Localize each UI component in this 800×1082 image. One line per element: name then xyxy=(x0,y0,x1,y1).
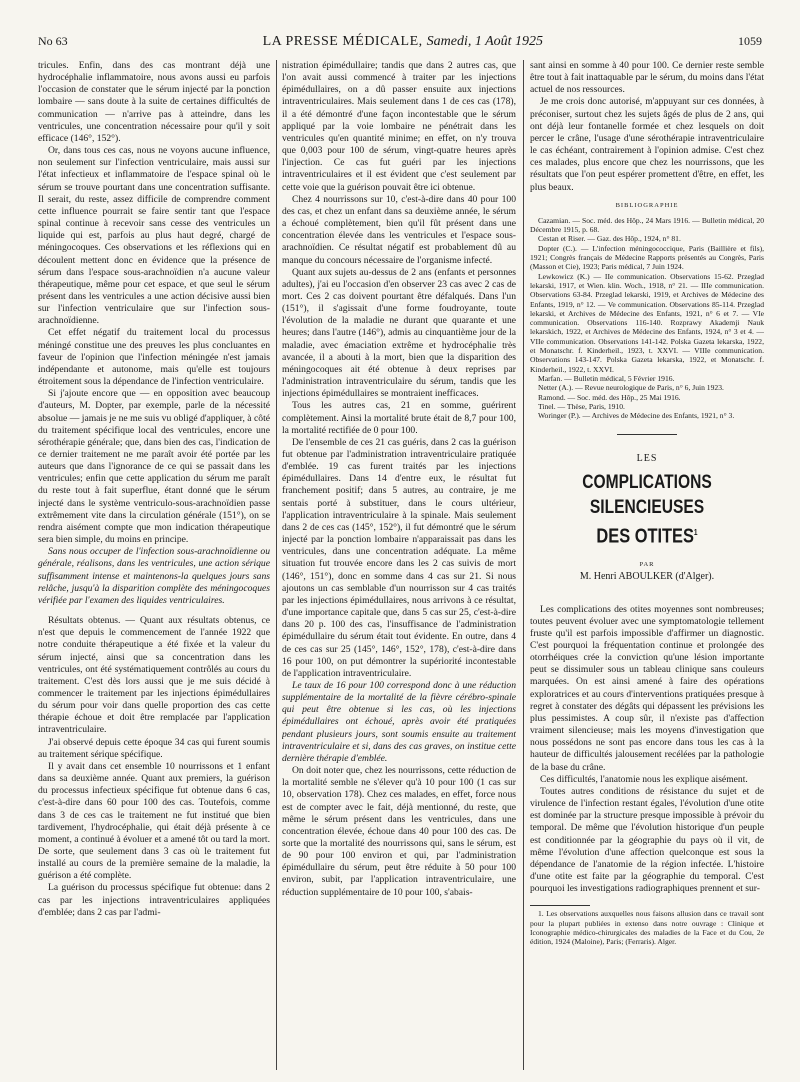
article-title-text: DES OTITES xyxy=(596,525,694,548)
running-title xyxy=(263,34,543,50)
paragraph: Résultats obtenus. — Quant aux résultats obtenus, ce n'est que depuis le commencement de l'année 1922 que notre conduite thérapeutique a été fixée et la valeur du sérum injecté, ainsi que sa concentration dans les ventricules, ont été systématiquement contrôlés au cours du traitement. C'est dès lors aussi que je me suis décidé à commencer le traitement par les injections épimédullaires du sérum pour voir dans quelle proportion des cas cette thérapie échoue et doit être remplacée par l'application intraventriculaire. xyxy=(38,615,270,736)
paragraph: On doit noter que, chez les nourrissons, cette réduction de la mortalité semble ne s'élever qu'à 10 pour 100 (1 cas sur 10, observation 178). Chez ces malades, en effet, force nous est de compter avec le fait, déjà mentionné, du reste, que même le sérum présent dans les ventricules, dans une concentration élevée, échoue dans 40 pour 100 des cas. De sorte que la mortalité des nourrissons qui, sans le sérum, est de 90 pour 100 environ et qui, par l'administration épimédullaire du sérum, peut être réduite à 50 pour 100 environ, subit, par l'application intraventriculaire, une réduction supplémentaire de 10 pour 100, s'abais- xyxy=(282,765,516,898)
paragraph: Toutes autres conditions de résistance du sujet et de virulence de l'infection restant égales, l'évolution d'une otite est dominée par la structure presque impossible à prévoir du temporal. De même que l'évolution historique d'un peuple est conditionnée par la géographie du pays où il vit, de même l'évolution d'une affection quelconque est sous la dépendance de l'anatomie de la région infectée. L'histoire d'une otite est faite par la géographie du temporal. C'est pourquoi les investigations radiographiques prennent et sur- xyxy=(530,785,764,895)
journal-name: LA PRESSE MÉDICALE, xyxy=(262,34,423,49)
footnote: 1. Les observations auxquelles nous faisons allusion dans ce travail sont pour la plupart publiées in extenso dans notre ouvrage : Clinique et Iconographie médico-chirurgicales des maladies de la Face et du Cou, 2e édition, 1924 (Maloine), Paris; (Ferraris). Alger. xyxy=(530,909,764,947)
footnote-rule xyxy=(530,905,590,906)
bibliography-entry: Lewkowicz (K.) — IIe communication. Observations 15-62. Przeglad lekarski, 1917, et Wien. klin. Woch., 1918, n° 21. — IIIe communication. Observations 63-84. Przeglad lekarski, 1919, et Archives de Médecine des Enfants, 1919, n° 12. — Ve communication. Observations 85-114. Przeglad lekarski, et Archives de Médecine des Enfants, 1921, n° 6 et 7. — VIe communication. Observations 116-140. Rozprawy Akademji Nauk lekarskich, 1922, et Archives de Médecine des Enfants, 1924, n° 3 et 4. — VIIe communication. Observations 141-142. Polska Gazeta lekarska, 1922, et Monatschr. f. Kinderheil., 1923, t. XXVI. — VIIIe communication. Observations 143-147. Polska Gazeta lekarska, 1922, et Monatschr. f. Kinderheil., 1922, t. XXVI. xyxy=(530,271,764,374)
bibliography-entry: Ramond. — Soc. méd. des Hôp., 25 Mai 1916. xyxy=(538,392,681,402)
paragraph-emphasis: Le taux de 16 pour 100 correspond donc à une réduction supplémentaire de la mortalité de la fièvre cérébro-spinale qui peut être obtenue si les cas, où les injections épimédullaires ont échoué, après avoir été pratiquées pendant plusieurs jours, sont soumis ensuite au traitement intraventriculaire et si, dans des cas graves, on institue cette dernière thérapie d'emblée. xyxy=(282,679,516,764)
paragraph-emphasis: Sans nous occuper de l'infection sous-arachnoïdienne ou générale, réalisons, dans les ventricules, une action sérique suffisamment intense et maintenons-la quelques jours sans relâche, jusqu'à la disparition complète des méningocoques vérifiée par l'examen des liquides ventriculaires. xyxy=(38,546,270,606)
page-header xyxy=(38,34,762,54)
column-middle xyxy=(282,60,516,1070)
paragraph: Je me crois donc autorisé, m'appuyant sur ces données, à préconiser, surtout chez les sujets âgés de plus de 2 ans, qui ont déjà leur fontanelle formée et chez lesquels on doit percer le crâne, l'usage d'une sérothérapie intraventriculaire le cas échéant, contrairement à l'opinion admise. C'est chez ces malades, plus encore que chez les nourrissons, que les résultats que l'on peut espérer promettent d'être, en effet, les plus beaux. xyxy=(530,96,764,193)
paragraph: J'ai observé depuis cette époque 34 cas qui furent soumis au traitement sérique spécifique. xyxy=(38,736,270,760)
bibliography-heading: BIBLIOGRAPHIE xyxy=(615,201,679,209)
paragraph: Les complications des otites moyennes sont nombreuses; toutes peuvent évoluer avec une symptomatologie tellement fruste qu'il est parfois impossible d'affirmer un diagnostic. C'est pourquoi la fréquentation continue et prolongée des otorrhéiques crée la conviction qu'une lésion importante peut se dissimuler sous un tableau clinique sans couleurs marquées. On est ainsi amené à faire des opérations exploratrices et au cours d'interventions pratiquées presque à regret à constater des dégâts qui dépassent les prévisions les plus pessimistes. A coup sûr, il n'existe pas d'affection vraiment silencieuse; mais les moyens d'investigation que nous possédons ne sont pas encore dans tous les cas à la hauteur de difficultés jalousement recélées par la pathologie de la base du crâne. xyxy=(530,603,764,773)
paragraph: Ces difficultés, l'anatomie nous les explique aisément. xyxy=(540,773,748,785)
paragraph: tricules. Enfin, dans des cas montrant déjà une hydrocéphalie inflammatoire, nous avons aussi eu parfois l'occasion de constater que le sérum injecté par la ponction lombaire — sans doute à la suite de certaines difficultés de communication — n'arrive pas à atteindre, dans les ventricules, une concentration nécessaire pour qu'il y soit efficace (146°, 152°). xyxy=(38,60,270,144)
column-left xyxy=(38,60,270,1070)
column-rule xyxy=(276,60,277,1070)
issue-date: Samedi, 1 Août 1925 xyxy=(426,34,544,49)
bibliography-entry: Dopter (C.). — L'infection méningococcique, Paris (Baillière et fils), 1921; Congrès français de Médecine Rapports présentés au Congrès, Paris (Masson et Cie), 1923; Paris médical, 7 Juin 1924. xyxy=(530,243,764,272)
paragraph: De l'ensemble de ces 21 cas guéris, dans 2 cas la guérison fut obtenue par l'administration intraventriculaire pratiquée d'emblée. 19 cas furent traités par les injections épimédullaires. Dans 14 d'entre eux, le résultat fut franchement positif; dans 5 autres, au contraire, je me sentais porté à substituer, dans le cours ultérieur, l'application intraventriculaire à la spinale. Mais seulement dans 2 de ces cas (145°, 152°), il fut démontré que le sérum injecté par la ponction lombaire n'apparaissait pas dans les ventricules, dans une concentration adéquate. La même situation fut trouvée encore dans les 2 cas suivis de mort (146°, 151°), donc en somme dans 4 cas sur 21. Si nous ajoutons un cas semblable d'un nourrisson sur 4 cas traités par les injections épimédullaires, nous arrivons à ce résultat, d'une importance capitale que, dans 5 cas sur 25, c'est-à-dire dans 20 p. 100 des cas, l'insuffisance de l'administration épimédullaire du sérum était tout évidente. En outre, dans 4 de ces cas sur 25 (145°, 146°, 152°, 178), c'est-à-dire dans 16 pour 100, on put démontrer la supériorité incontestable de l'application intraventriculaire. xyxy=(282,436,516,679)
paragraph: Il y avait dans cet ensemble 10 nourrissons et 1 enfant dans sa deuxième année. Quant aux premiers, la guérison du processus infectieux spécifique fut obtenue dans 6 cas, c'est-à-dire dans 60 pour 100 des cas. Toutefois, comme dans 3 de ces cas le traitement ne fut institué que bien tardivement, l'hydrocéphalie, qui était déjà présente à ce moment, a continué à évoluer et a amené tôt ou tard la mort. De sorte, que seulement dans 3 cas où le traitement fut installé au cours de la première semaine de la maladie, la guérison a été complète. xyxy=(38,760,270,882)
page-number-right: 1059 xyxy=(738,34,762,48)
article-kicker: LES xyxy=(636,453,658,465)
bibliography-entry: Cestan et Riser. — Gaz. des Hôp., 1924, n° 81. xyxy=(538,234,681,244)
column-rule xyxy=(523,60,524,1070)
footnote-mark: 1 xyxy=(693,527,698,537)
paragraph: Tous les autres cas, 21 en somme, guérirent complètement. Ainsi la mortalité brute était de 8,7 pour 100, la mortalité rectifiée de 0 pour 100. xyxy=(282,400,516,436)
bibliography-entry: Tinel. — Thèse, Paris, 1910. xyxy=(538,401,625,411)
bibliography-entry: Cazamian. — Soc. méd. des Hôp., 24 Mars 1916. — Bulletin médical, 20 Décembre 1915, p. 68. xyxy=(530,215,764,235)
article-byline-par: PAR xyxy=(639,561,655,569)
paragraph: Cet effet négatif du traitement local du processus méningé constitue une des preuves les plus concluantes en faveur de l'opinion que l'infection méningée n'est jamais indépendante et autonome, mais qu'elle est toujours étroitement sous la dépendance de l'infection ventriculaire. xyxy=(38,327,270,388)
article-title-line1: COMPLICATIONS SILENCIEUSES xyxy=(582,471,712,518)
bibliography-entry: Woringer (P.). — Archives de Médecine des Enfants, 1921, n° 3. xyxy=(538,411,735,421)
paragraph: Or, dans tous ces cas, nous ne voyons aucune influence, non seulement sur l'infection ventriculaire, mais aussi sur l'état infectieux et inflammatoire de l'espace spinal où le sérum se trouve pourtant dans une concentration suffisante. Il serait, du reste, assez difficile de comprendre comment cette influence pourrait se faire sentir tant que l'espace spinal continue à recevoir sans cesse des ventricules un liquide qui est, parfois au plus haut degré, chargé de méningocoques. Ces observations et les réflexions qui en découlent mettent donc en évidence que la présence de sérum dans l'espace sous-arachnoïdien n'a aucune valeur thérapeutique, même pour cet espace, et que seul le sérum présent dans les ventricules a une action décisive aussi bien sur l'infection ventriculaire que sur l'infection sous-arachnoïdienne. xyxy=(38,145,270,327)
paragraph: Chez 4 nourrissons sur 10, c'est-à-dire dans 40 pour 100 des cas, et chez un enfant dans sa deuxième année, le sérum a échoué complètement, bien qu'il fût présent dans une concentration élevée dans les ventricules et l'espace sous-arachnoïdien. Ce résultat négatif est probablement dû au manque du concours nécessaire de l'organisme infecté. xyxy=(282,193,516,266)
paragraph: Si j'ajoute encore que — en opposition avec beaucoup d'auteurs, M. Dopter, par exemple, parle de la nécessité absolue — jamais je ne me suis vu obligé d'appliquer, à côté du traitement spécifique local des ventricules, encore une sérothérapie générale; que, dans bien des cas, l'indication de ce dernier traitement ne me paraît avoir été portée par les auteurs que dans l'ignorance de ce qui se passait dans les ventricules; enfin que cette application du sérum me paraît du reste tout à fait superflue, étant donné que le sérum injecté dans le système ventriculo-sous-arachnoïdien passe extrêmement vite dans la circulation générale (151°), on se rendra aisément compte que mon indication thérapeutique sera bien simple, du moins en principe. xyxy=(38,388,270,546)
paragraph: La guérison du processus spécifique fut obtenue: dans 2 cas par les injections intraventriculaires appliquées d'emblée; dans 2 cas par l'admi- xyxy=(38,882,270,918)
section-divider xyxy=(617,434,677,435)
paragraph: Quant aux sujets au-dessus de 2 ans (enfants et personnes adultes), j'ai eu l'occasion d'en observer 23 cas avec 2 cas de mort. Ces 2 cas doivent pourtant être défalqués. Dans l'un (151°), il s'agissait d'une forme foudroyante, toute l'évolution de la maladie ne durant que quarante et une heures; dans l'autre (146°), admis au cinquantième jour de la maladie, avec émaciation extrême et hydrocéphalie très avancée, il a abouti à la mort, bien que la disparition des méningocoques ait été obtenue à deux reprises par l'administration intraventriculaire du sérum, tandis que les injections épimédullaires se montraient inefficaces. xyxy=(282,266,516,400)
bibliography-entry: Marfan. — Bulletin médical, 5 Février 1916. xyxy=(538,373,675,383)
paragraph: nistration épimédullaire; tandis que dans 2 autres cas, que l'on avait aussi commencé à traiter par les injections épimédullaires, on a dû passer ensuite aux injections intraventriculaires. Mais seulement dans 1 de ces cas (178), il a été démontré d'une façon incontestable que le sérum appliqué par la voie lombaire ne pénétrait dans les ventricules qu'en quantité minime; en effet, on n'y trouva que 0,003 pour 100 de sérum, vingt-quatre heures après l'injection. Ce cas fut guéri par les injections intraventriculaires et il est évident que c'est seulement par cette voie que la guérison pouvait être ici obtenue. xyxy=(282,60,516,193)
article-author: M. Henri ABOULKER (d'Alger). xyxy=(579,571,715,583)
bibliography-list xyxy=(530,216,764,421)
page-number-left: No 63 xyxy=(38,34,68,48)
column-right xyxy=(530,60,764,1070)
bibliography-entry: Netter (A.). — Revue neurologique de Paris, n° 6, Juin 1923. xyxy=(538,383,724,393)
paragraph: sant ainsi en somme à 40 pour 100. Ce dernier reste semble être tout à fait inattaquable par le sérum, du moins dans l'état actuel de nos ressources. xyxy=(530,60,764,96)
article-title-line2 xyxy=(551,520,743,550)
